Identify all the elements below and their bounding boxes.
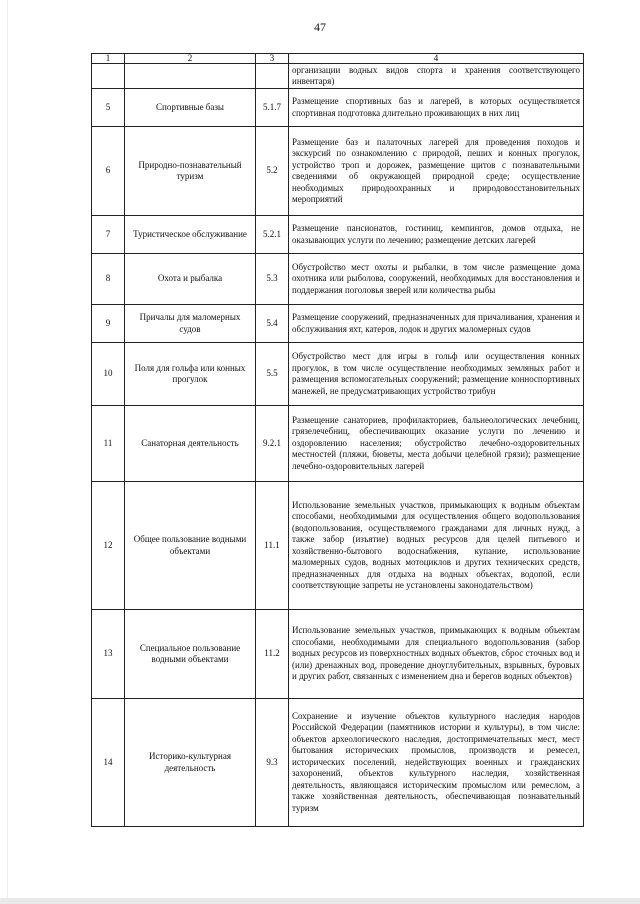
row-number: 8 (92, 254, 125, 305)
use-type-code: 5.5 (256, 343, 289, 406)
row-number (92, 64, 125, 89)
use-type-name: Поля для гольфа или конных прогулок (125, 343, 256, 406)
land-use-table (91, 53, 584, 827)
use-type-description: Сохранение и изучение объектов культурного наследия народов Российской Федерации (памятников истории и культуры), в том числе: объектов археологического наследия, достопримечательных мест, мест бытования исторических промыслов, производств и ремесел, исторических поселений, недействующих военных и гражданских захоронений, объектов культурного наследия, хозяйственная деятельность, являющаяся историческим промыслом или ремеслом, а также хозяйственная деятельность, обеспечивающая познавательный туризм (289, 699, 584, 827)
use-type-name: Специальное пользование водными объектами (125, 610, 256, 699)
row-number: 7 (92, 216, 125, 254)
use-type-name (125, 64, 256, 89)
table-row (92, 64, 584, 89)
table-row (92, 482, 584, 610)
use-type-code: 5.2.1 (256, 216, 289, 254)
row-number: 5 (92, 89, 125, 127)
table-row (92, 343, 584, 406)
use-type-code: 9.2.1 (256, 406, 289, 482)
use-type-description: Размещение санаториев, профилакториев, бальнеологических лечебниц, грязелечебниц, обеспечивающих оказание услуги по лечению и оздоровлению населения; обустройство лечебно-оздоровительных местностей (пляжи, бюветы, места добычи целебной грязи); размещение лечебно-оздоровительных лагерей (289, 406, 584, 482)
use-type-name: Спортивные базы (125, 89, 256, 127)
table-header-row (92, 54, 584, 64)
use-type-description: Использование земельных участков, примыкающих к водным объектам способами, необходимыми для осуществления общего водопользования (водопользования, осуществляемого гражданами для личных нужд, а также забор (изъятие) водных ресурсов для целей питьевого и хозяйственно-бытового водоснабжения, купание, использование маломерных судов, водных мотоциклов и других технических средств, предназначенных для отдыха на водных объектах, водопой, если соответствующие запреты не установлены законодательством) (289, 482, 584, 610)
table-row (92, 406, 584, 482)
use-type-code: 5.2 (256, 127, 289, 216)
use-type-code: 5.4 (256, 305, 289, 343)
row-number: 6 (92, 127, 125, 216)
column-header: 2 (125, 54, 256, 64)
use-type-description: Размещение баз и палаточных лагерей для проведения походов и экскурсий по ознакомлению с природой, пеших и конных прогулок, устройство троп и дорожек, размещение щитов с познавательными сведениями об окружающей природной среде; осуществление необходимых природоохранных и природовосстановительных мероприятий (289, 127, 584, 216)
use-type-code: 5.1.7 (256, 89, 289, 127)
row-number: 9 (92, 305, 125, 343)
scan-edge (7, 0, 8, 904)
use-type-description: Размещение спортивных баз и лагерей, в которых осуществляется спортивная подготовка длительно проживающих в них лиц (289, 89, 584, 127)
table-row (92, 610, 584, 699)
use-type-description: Обустройство мест охоты и рыбалки, в том числе размещение дома охотника или рыболова, сооружений, необходимых для восстановления и поддержания поголовья зверей или количества рыбы (289, 254, 584, 305)
use-type-description: Размещение пансионатов, гостиниц, кемпингов, домов отдыха, не оказывающих услуги по лечению; размещение детских лагерей (289, 216, 584, 254)
table-row (92, 89, 584, 127)
use-type-description: Размещение сооружений, предназначенных для причаливания, хранения и обслуживания яхт, катеров, лодок и других маломерных судов (289, 305, 584, 343)
use-type-description: организации водных видов спорта и хранения соответствующего инвентаря) (289, 64, 584, 89)
use-type-name: Причалы для маломерных судов (125, 305, 256, 343)
table-row (92, 127, 584, 216)
use-type-name: Санаторная деятельность (125, 406, 256, 482)
column-header: 4 (289, 54, 584, 64)
table-row (92, 305, 584, 343)
table-row (92, 254, 584, 305)
use-type-name: Охота и рыбалка (125, 254, 256, 305)
use-type-name: Общее пользование водными объектами (125, 482, 256, 610)
use-type-code: 9.3 (256, 699, 289, 827)
row-number: 13 (92, 610, 125, 699)
use-type-description: Обустройство мест для игры в гольф или осуществления конных прогулок, в том числе осуществление необходимых земляных работ и размещения вспомогательных сооружений; размещение конноспортивных манежей, не предусматривающих устройство трибун (289, 343, 584, 406)
table-row (92, 216, 584, 254)
use-type-code: 11.1 (256, 482, 289, 610)
scan-shadow (0, 898, 640, 904)
use-type-name: Историко-культурная деятельность (125, 699, 256, 827)
table-row (92, 699, 584, 827)
row-number: 14 (92, 699, 125, 827)
page-number: 47 (314, 20, 326, 34)
use-type-code: 11.2 (256, 610, 289, 699)
row-number: 12 (92, 482, 125, 610)
use-type-code (256, 64, 289, 89)
row-number: 10 (92, 343, 125, 406)
use-type-name: Природно-познавательный туризм (125, 127, 256, 216)
use-type-code: 5.3 (256, 254, 289, 305)
row-number: 11 (92, 406, 125, 482)
use-type-description: Использование земельных участков, примыкающих к водным объектам способами, необходимыми для специального водопользования (забор водных ресурсов из поверхностных водных объектов, сброс сточных вод и (или) дренажных вод, проведение дноуглубительных, взрывных, буровых и других работ, связанных с изменением дна и берегов водных объектов) (289, 610, 584, 699)
column-header: 1 (92, 54, 125, 64)
column-header: 3 (256, 54, 289, 64)
use-type-name: Туристическое обслуживание (125, 216, 256, 254)
